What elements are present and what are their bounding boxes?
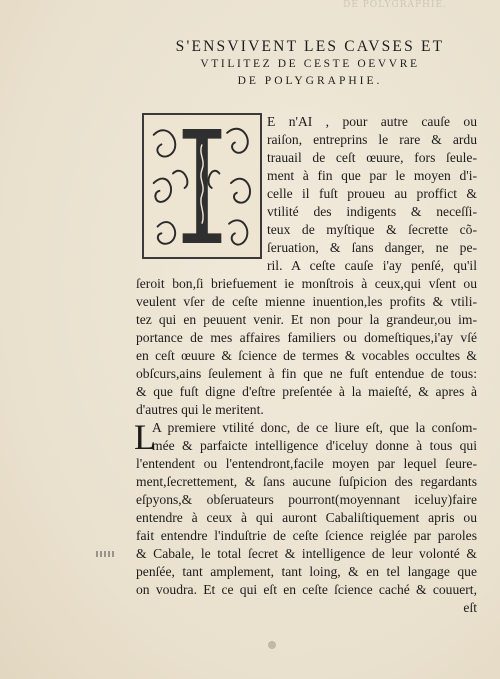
decorated-initial-i xyxy=(142,113,262,259)
text-line: portance de mes affaires familiers ou domeſtiques,i'ay vſé xyxy=(136,330,477,345)
text-line: ment à fin que par le moyen d'i- xyxy=(267,168,477,183)
page-stain xyxy=(268,641,276,649)
ink-smudge xyxy=(96,551,116,557)
catchword: eſt xyxy=(463,600,477,615)
text-line: en ceſt œuure & ſcience de termes & vocables occultes & xyxy=(136,348,477,363)
text-line: raiſon, entreprins le rare & ardu xyxy=(267,132,477,147)
text-line: penſée, tant amplement, tant loing, & en tel langage que xyxy=(136,564,477,579)
text-line: teux de myſtique & ſecrette cõ- xyxy=(267,222,477,237)
text-line: ment,ſecrettement, & ſans aucune ſuſpicion des regardants xyxy=(136,474,477,489)
text-line: on voudra. Et ce qui eſt en ceſte ſcience caché & couuert, xyxy=(136,582,477,597)
ornamental-initial-svg xyxy=(144,115,260,257)
text-line: d'autres qui le meritent. xyxy=(136,402,264,417)
text-line: ſeroit bon,ſi briefuement ie monſtrois à ceux,qui vſent ou xyxy=(136,276,477,291)
text-line: veulent vſer de ceſte mienne inuention,les profits & vtili- xyxy=(136,294,477,309)
title-line-3: DE POLYGRAPHIE. xyxy=(237,75,383,87)
text-line: & Cabale, le total ſecret & intelligence de leur volonté & xyxy=(136,546,477,561)
text-line: tez qui en peuuent venir. Et non pour la grandeur,ou im- xyxy=(136,312,477,327)
text-line: entendre à ceux à qui auront Cabaliſtiquement apris ou xyxy=(136,510,477,525)
text-line: fait entendre l'induſtrie de ceſte ſcience reiglée par paroles xyxy=(136,528,477,543)
text-line: vtilité des indigents & neceſſi- xyxy=(267,204,477,219)
initial-letter-l: L xyxy=(134,417,156,457)
running-head-bleedthrough: DE POLYGRAPHIE. xyxy=(343,0,447,10)
text-line: obſcurs,ains ſeulement à fin que ne fuſt entendue de tous: xyxy=(136,366,477,381)
text-line: celle il fuſt proueu au proffict & xyxy=(267,186,477,201)
text-line: ſeruation, & ſans danger, ne pe- xyxy=(267,240,477,255)
text-line: mée & parfaicte intelligence d'iceluy donne à tous qui xyxy=(152,438,477,453)
text-line: eſpyons,& obſeruateurs pourront(moyennant iceluy)faire xyxy=(136,492,477,507)
text-line: & que fuſt digne d'eſtre preſentée à la maieſté, & apres à xyxy=(136,384,477,399)
text-line: ril. A ceſte cauſe i'ay penſé, qu'il xyxy=(267,258,477,273)
text-line: trauail de ceſt œuure, fors ſeule- xyxy=(267,150,477,165)
title-line-1: S'ENSVIVENT LES CAVSES ET xyxy=(175,38,445,55)
title-line-2: VTILITEZ DE CESTE OEVVRE xyxy=(200,58,420,70)
text-line: l'entendent ou l'entendront,facile moyen par lequel ſeure- xyxy=(136,456,477,471)
text-line: A premiere vtilité donc, de ce liure eſt, que la conſom- xyxy=(152,420,477,435)
text-line: E n'AI , pour autre cauſe ou xyxy=(267,114,477,129)
